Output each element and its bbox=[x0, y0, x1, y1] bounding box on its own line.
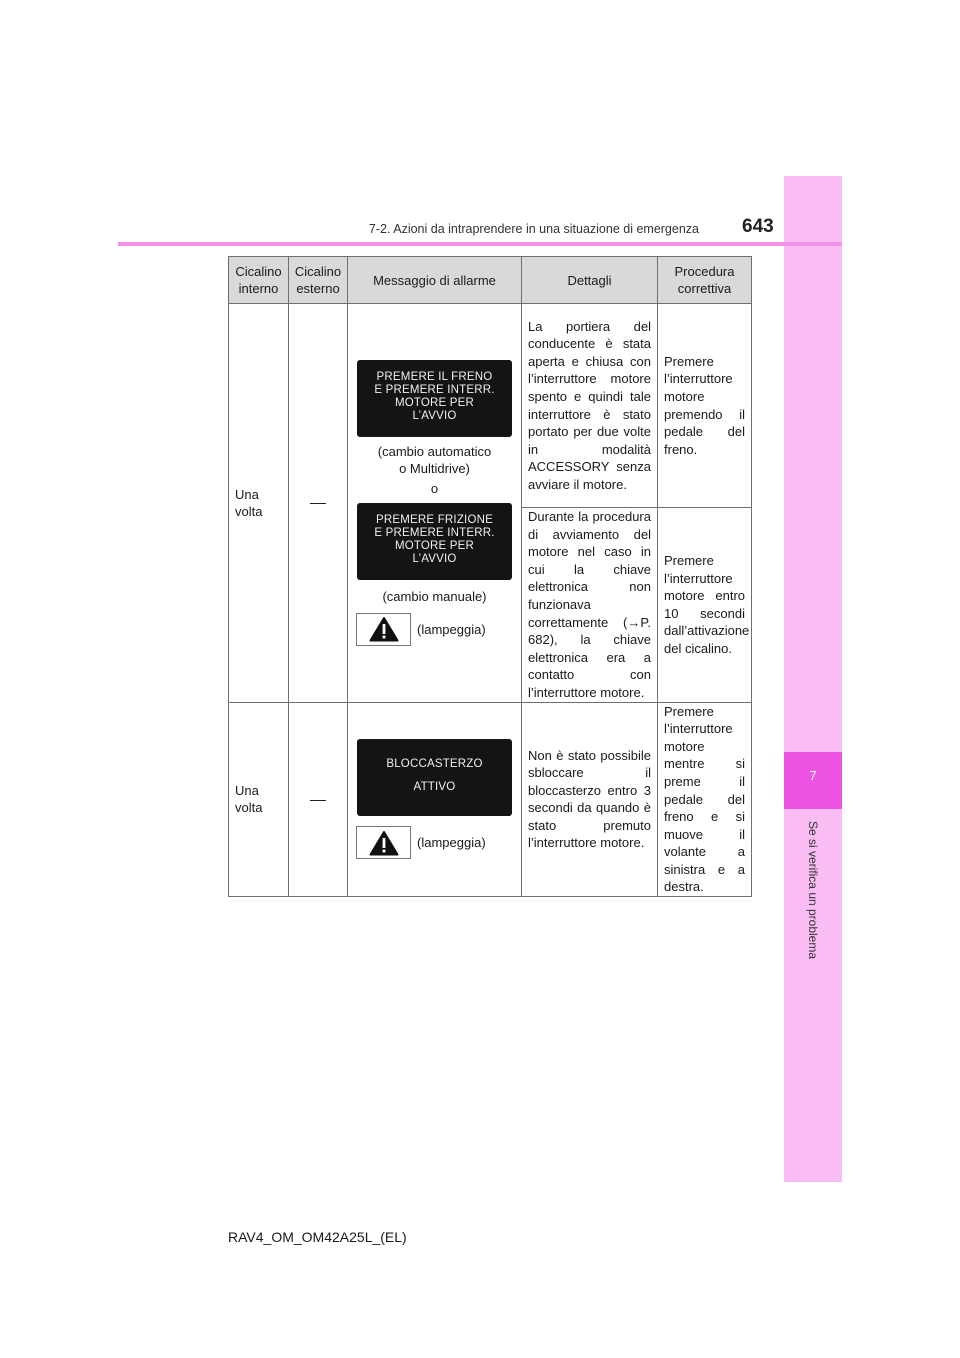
chapter-side-tab bbox=[784, 176, 842, 1182]
display-screen-manual: PREMERE FRIZIONE E PREMERE INTERR. MOTORE PER L’AVVIO bbox=[357, 503, 512, 580]
caption-auto-line2: o Multidrive) bbox=[399, 460, 470, 476]
or-text: o bbox=[430, 480, 439, 496]
chapter-number: 7 bbox=[809, 768, 817, 783]
flash-text: (lampeggia) bbox=[417, 835, 486, 851]
document-code: RAV4_OM_OM42A25L_(EL) bbox=[228, 1229, 407, 1245]
header-interior-beep: Cicalino interno bbox=[229, 257, 289, 304]
action-cell: Premere l’interruttore motore premendo il pedale del freno. bbox=[658, 304, 752, 508]
header-action: Procedura correttiva bbox=[658, 257, 752, 304]
dash-mark bbox=[310, 800, 326, 801]
header-rule bbox=[118, 242, 842, 246]
table-row bbox=[229, 702, 752, 897]
interior-beep-cell: Una volta bbox=[229, 702, 289, 897]
section-title: 7-2. Azioni da intraprendere in una situazione di emergenza bbox=[368, 222, 699, 236]
display-screen-auto: PREMERE IL FRENO E PREMERE INTERR. MOTORE PER L’AVVIO bbox=[357, 360, 512, 437]
interior-beep-cell: Una volta bbox=[229, 304, 289, 703]
table-header-row bbox=[229, 257, 752, 304]
header-details: Dettagli bbox=[522, 257, 658, 304]
exterior-beep-cell bbox=[289, 304, 348, 703]
message-cell bbox=[348, 702, 522, 897]
chapter-title: Se si verifica un problema bbox=[806, 820, 820, 960]
action-cell: Premere l’interruttore motore mentre si preme il pedale del freno e si muove il volante a sinistra e a destra. bbox=[658, 702, 752, 897]
action-cell: Premere l’interruttore motore entro 10 secondi dall’attivazione del cicalino. bbox=[658, 508, 752, 703]
exterior-beep-cell bbox=[289, 702, 348, 897]
caption-manual: (cambio manuale) bbox=[382, 588, 487, 604]
warning-light-box bbox=[356, 613, 411, 646]
header-exterior-beep: Cicalino esterno bbox=[289, 257, 348, 304]
details-cell: Durante la procedura di avviamento del motore nel caso in cui la chiave elettronica non funzionava correttamente (→P. 682), la chiave elettronica era a contatto con l’interruttore motore. bbox=[522, 508, 658, 703]
flash-text: (lampeggia) bbox=[417, 621, 486, 637]
header-message: Messaggio di allarme bbox=[348, 257, 522, 304]
warning-light-box bbox=[356, 826, 411, 859]
page-number: 643 bbox=[742, 216, 774, 237]
details-cell: La portiera del conducente è stata aperta e chiusa con l’interruttore motore spento e quindi tale interruttore è stato portato per due volte in modalità ACCESSORY senza avviare il motore. bbox=[522, 304, 658, 508]
warning-triangle-icon bbox=[369, 830, 399, 856]
table-row bbox=[229, 304, 752, 508]
dash-mark bbox=[310, 503, 326, 504]
display-screen-steering-lock: BLOCCASTERZO ATTIVO bbox=[357, 739, 512, 816]
warning-message-table bbox=[228, 256, 752, 897]
message-cell bbox=[348, 304, 522, 703]
details-cell: Non è stato possibile sbloccare il bloccasterzo entro 3 secondi da quando è stato premuto l’interruttore motore. bbox=[522, 702, 658, 897]
warning-triangle-icon bbox=[369, 616, 399, 642]
caption-auto-line1: (cambio automatico bbox=[377, 443, 492, 459]
